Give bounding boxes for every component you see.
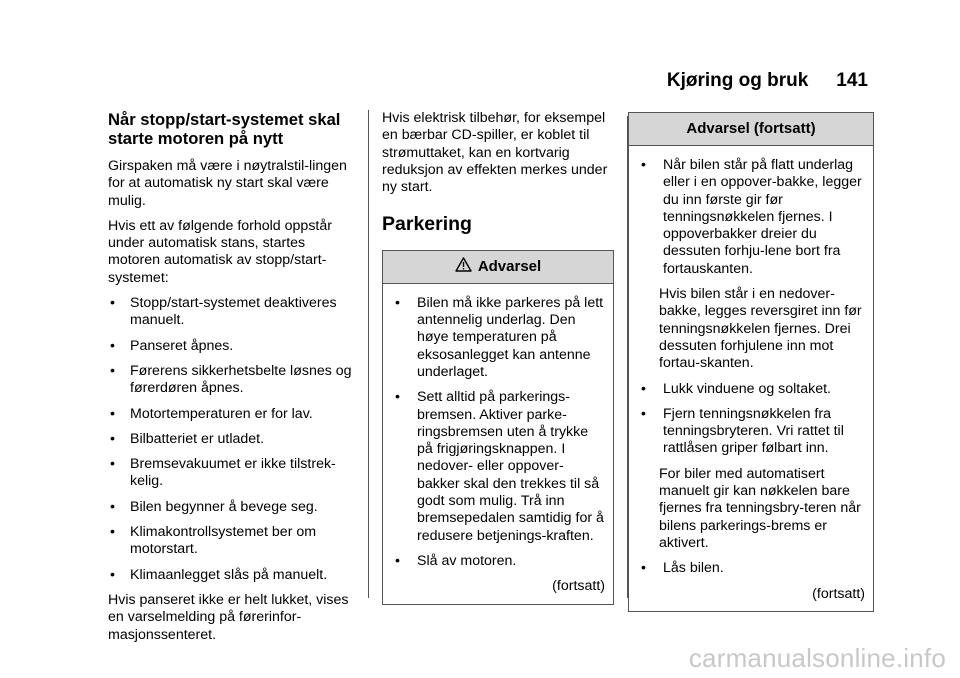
paragraph: Hvis elektrisk tilbehør, for eksempel en bærbar CD-spiller, er koblet til strømuttaket, kan en kortvarig reduksjon av effekten merkes under ny start. bbox=[382, 110, 608, 196]
sub-paragraph: Hvis bilen står i en nedover-bakke, legges reversgiret inn før tenningsnøkkelen fjernes. Drei dessuten forhjulene inn mot fortau-skanten. bbox=[659, 286, 862, 372]
bullet: • bbox=[110, 337, 115, 354]
list-item: • Bilen må ikke parkeres på lett antennelig underlag. Den høye temperaturen på eksosanlegget kan antenne underlaget. bbox=[395, 294, 604, 380]
section-title: Kjøring og bruk bbox=[666, 70, 809, 91]
column-divider-1 bbox=[368, 110, 369, 598]
warning-header bbox=[383, 251, 613, 284]
bullet: • bbox=[110, 456, 115, 473]
continued-label: (fortsatt) bbox=[812, 585, 865, 602]
warning-body bbox=[383, 284, 613, 604]
list-item: • Førerens sikkerhetsbelte løsnes og førerdøren åpnes. bbox=[110, 362, 352, 397]
list-item: • Slå av motoren. bbox=[395, 552, 517, 569]
bullet: • bbox=[641, 560, 646, 577]
warning-body bbox=[629, 146, 873, 611]
warning-header: Advarsel (fortsatt) bbox=[629, 113, 873, 146]
list-item: • Sett alltid på parkerings-bremsen. Aktiver parke-ringsbremsen uten å trykke på frigjøringsknappen. I nedover- eller oppover-bakker skal den trekkes til så godt som mulig. Trå inn bremsepedalen samtidig for å redusere betjenings-kraften. bbox=[395, 389, 604, 544]
bullet: • bbox=[110, 566, 115, 583]
bullet: • bbox=[110, 295, 115, 312]
page-number: 141 bbox=[836, 70, 868, 91]
list-item: • Når bilen står på flatt underlag eller i en oppover-bakke, legger du inn første gir før tenningsnøkkelen fjernes. I oppoverbakker dreier du dessuten forhju-lene bort fra fortauskanten. bbox=[641, 157, 862, 277]
column-3 bbox=[628, 112, 874, 612]
bullet: • bbox=[110, 362, 115, 379]
continued-label: (fortsatt) bbox=[552, 578, 605, 595]
bullet: • bbox=[641, 380, 646, 397]
list-item: • Bremsevakuumet er ikke tilstrek-kelig. bbox=[110, 456, 336, 490]
warning-box-continued bbox=[628, 112, 874, 612]
list-item: • Klimaanlegget slås på manuelt. bbox=[110, 566, 328, 583]
condition-list bbox=[108, 295, 356, 584]
bullet: • bbox=[110, 430, 115, 447]
warning-title: Advarsel bbox=[477, 257, 542, 275]
watermark: carmanualsonline.info bbox=[688, 643, 946, 673]
list-item: • Lukk vinduene og soltaket. bbox=[641, 380, 831, 397]
bullet: • bbox=[395, 389, 400, 406]
bullet: • bbox=[110, 524, 115, 541]
bullet: • bbox=[395, 552, 400, 569]
bullet: • bbox=[110, 405, 115, 422]
bullet: • bbox=[641, 405, 646, 422]
list-item: • Lås bilen. bbox=[641, 560, 724, 577]
bullet: • bbox=[395, 294, 400, 311]
list-item: • Klimakontrollsystemet ber om motorstart. bbox=[110, 524, 317, 558]
list-item: • Stopp/start-systemet deaktiveres manuelt. bbox=[110, 295, 337, 329]
section-heading-parkering: Parkering bbox=[382, 213, 472, 236]
warning-box bbox=[382, 250, 614, 605]
paragraph: Hvis panseret ikke er helt lukket, vises en varselmelding på førerinfor-masjonssenteret. bbox=[108, 591, 349, 643]
list-item: • Motortemperaturen er for lav. bbox=[110, 405, 313, 422]
list-item: • Fjern tenningsnøkkelen fra tenningsbryteren. Vri rattet til rattlåsen griper følbart inn. bbox=[641, 405, 844, 457]
paragraph: Girspaken må være i nøytralstil-lingen for at automatisk ny start skal være mulig. bbox=[108, 158, 347, 209]
column-2 bbox=[382, 110, 614, 605]
sub-paragraph: For biler med automatisert manuelt gir kan nøkkelen bare fjernes fra tenningsbry-teren når bilens parkerings-brems er aktivert. bbox=[659, 465, 861, 551]
bullet: • bbox=[641, 157, 646, 173]
list-item: • Bilbatteriet er utladet. bbox=[110, 430, 265, 447]
list-item: • Panseret åpnes. bbox=[110, 337, 234, 354]
paragraph: Hvis ett av følgende forhold oppstår under automatisk stans, startes motoren automatisk av stopp/start-systemet: bbox=[108, 217, 332, 286]
column-1 bbox=[108, 110, 356, 652]
page-header bbox=[667, 70, 868, 92]
warning-triangle-icon bbox=[455, 252, 472, 284]
list-item: • Bilen begynner å bevege seg. bbox=[110, 498, 318, 515]
bullet: • bbox=[110, 498, 115, 515]
section-heading: Når stopp/start-systemet skal starte motoren på nytt bbox=[108, 110, 341, 148]
